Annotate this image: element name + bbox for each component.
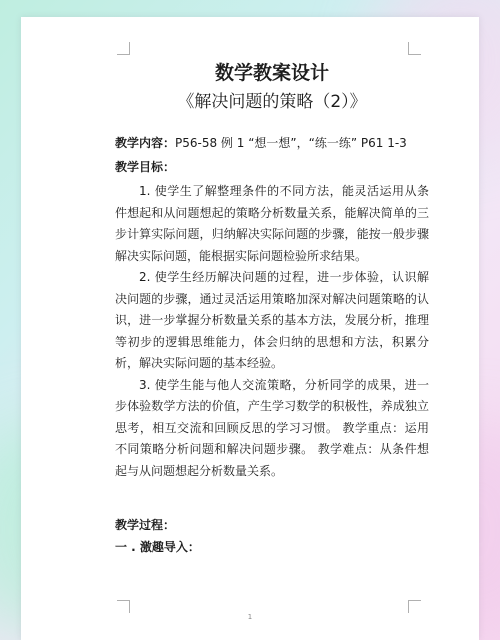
teaching-content-line xyxy=(115,133,429,153)
crop-mark-top-right xyxy=(408,42,421,55)
teaching-goals-heading: 教学目标： xyxy=(115,160,176,174)
goal-paragraph-2: 2. 使学生经历解决问题的过程，进一步体验，认识解决问题的步骤，通过灵活运用策略加深对解决问题策略的认识，进一步掌握分析数量关系的基本方法，发展分析，推理等初步的逻辑思维能力，体会归纳的思想和方法，积累分析，解决实际问题的基本经验。 xyxy=(115,270,429,370)
section-one-heading: 一 . 激趣导入： xyxy=(115,540,200,554)
crop-mark-top-left xyxy=(117,42,130,55)
document-subtitle: 《解决问题的策略（2）》 xyxy=(177,92,367,112)
document-content xyxy=(115,61,429,558)
teaching-content-value: P56-58 例 1 “想一想”，“练一练” P61 1-3 xyxy=(175,136,407,150)
teaching-process-heading: 教学过程： xyxy=(115,518,176,532)
teaching-content-label: 教学内容： xyxy=(115,136,176,150)
crop-mark-bottom-left xyxy=(117,600,130,613)
paragraph-spacer xyxy=(115,482,429,514)
document-title: 数学教案设计 xyxy=(214,62,329,84)
document-page xyxy=(21,17,479,640)
page-number: 1 xyxy=(247,613,253,621)
crop-mark-bottom-right xyxy=(408,600,421,613)
goal-paragraph-1: 1. 使学生了解整理条件的不同方法，能灵活运用从条件想起和从问题想起的策略分析数量关系，能解决简单的三步计算实际问题，归纳解决实际问题的步骤，能按一般步骤解决实际问题，能根据实际问题检验所求结果。 xyxy=(115,184,429,263)
goal-paragraph-3: 3. 使学生能与他人交流策略，分析同学的成果，进一步体验数学方法的价值，产生学习数学的积极性，养成独立思考，相互交流和回顾反思的学习习惯。 教学重点：运用不同策略分析问题和解决问题步骤。 教学难点：从条件想起与从问题想起分析数量关系。 xyxy=(115,377,429,478)
